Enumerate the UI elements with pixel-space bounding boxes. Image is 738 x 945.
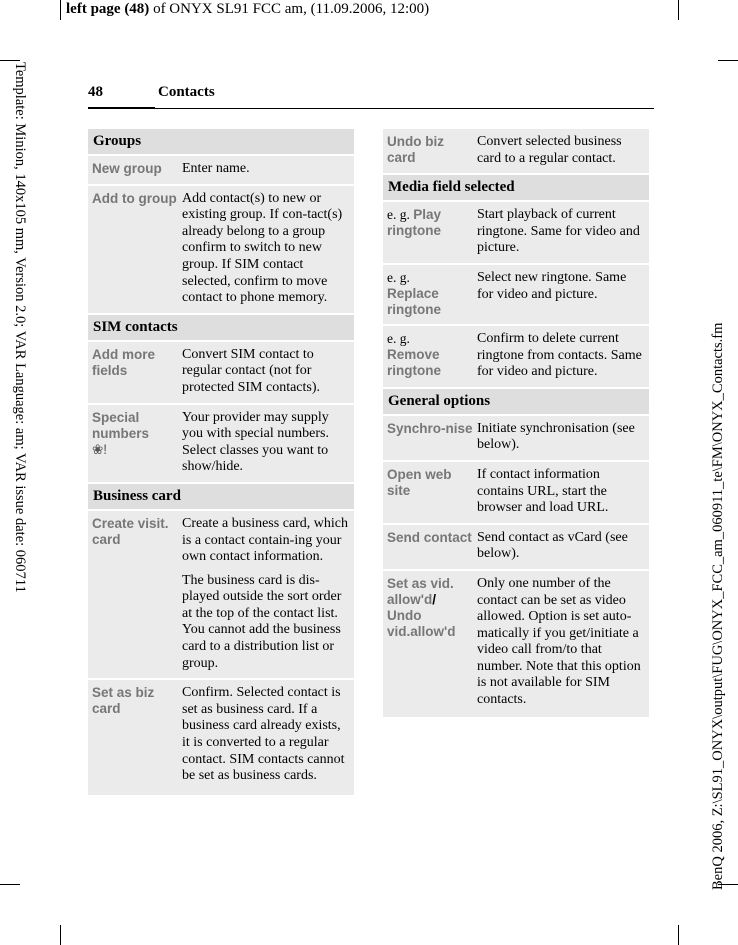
option-new-group: New group bbox=[92, 161, 162, 176]
option-replace-ringtone: e. g. Replace ringtone bbox=[387, 269, 441, 317]
option-synchronise: Synchro-nise bbox=[387, 420, 473, 436]
table-row bbox=[88, 156, 354, 184]
option-special-numbers-label: Special numbers bbox=[92, 409, 150, 441]
table-row bbox=[383, 326, 649, 387]
table-row bbox=[383, 571, 649, 717]
option-description: Convert SIM contact to regular contact (not for protected SIM contacts). bbox=[182, 346, 321, 395]
option-set-as-biz-card: Set as biz card bbox=[92, 685, 155, 717]
option-description: Only one number of the contact can be set as video allowed. Option is set auto-matically if you get/initiate a video call from/to that number. Note that this option is not available for SIM contacts. bbox=[477, 575, 641, 708]
option-undo-biz-card: Undo biz card bbox=[387, 134, 444, 165]
table-row bbox=[88, 680, 354, 795]
left-column bbox=[88, 129, 354, 797]
section-groups: Groups bbox=[88, 129, 354, 154]
page-number: 48 bbox=[88, 84, 103, 100]
header-underline bbox=[88, 107, 155, 109]
option-add-more-fields: Add more fields bbox=[92, 346, 156, 378]
option-open-web-site: Open web site bbox=[387, 466, 452, 498]
table-row bbox=[88, 186, 354, 313]
option-special-numbers bbox=[92, 410, 178, 476]
table-row bbox=[88, 342, 354, 403]
option-send-contact: Send contact bbox=[387, 529, 472, 545]
crop-mark bbox=[60, 0, 61, 20]
crop-mark bbox=[0, 60, 20, 61]
option-description: Send contact as vCard (see below). bbox=[477, 529, 628, 562]
option-description: Select new ringtone. Same for video and picture. bbox=[477, 269, 627, 302]
template-note bbox=[10, 62, 30, 892]
print-meta-page: left page (48) bbox=[66, 1, 150, 17]
option-description: Start playback of current ringtone. Same for video and picture. bbox=[477, 207, 640, 256]
option-description: Confirm to delete current ringtone from contacts. Same for video and picture. bbox=[477, 330, 642, 380]
option-add-to-group: Add to group bbox=[92, 190, 177, 206]
table-row bbox=[383, 525, 649, 569]
option-description: Convert selected business card to a regular contact. bbox=[477, 134, 622, 166]
page-title: Contacts bbox=[158, 84, 215, 100]
crop-mark bbox=[678, 0, 679, 20]
option-remove-ringtone: e. g. Remove ringtone bbox=[387, 330, 441, 378]
option-description: Initiate synchronisation (see below). bbox=[477, 420, 635, 453]
section-general-options: General options bbox=[383, 389, 649, 414]
table-row bbox=[383, 202, 649, 263]
section-business-card: Business card bbox=[88, 484, 354, 509]
file-path-text: BenQ 2006, Z:\SL91_ONYX\output\FUG\ONYX_FCC_am_060911_te\FM\ONYX_Contacts.fm bbox=[710, 322, 726, 890]
right-column bbox=[383, 129, 649, 719]
option-video-allowed: Set as vid. allow'd/ Undo vid.allow'd bbox=[387, 575, 456, 639]
file-path-note bbox=[710, 30, 732, 890]
crop-mark bbox=[60, 925, 61, 945]
section-sim-contacts: SIM contacts bbox=[88, 315, 354, 340]
table-row bbox=[383, 129, 649, 173]
crop-mark bbox=[678, 925, 679, 945]
option-description: Enter name. bbox=[182, 161, 250, 176]
option-create-visit-card: Create visit. card bbox=[92, 515, 169, 547]
section-media-field: Media field selected bbox=[383, 175, 649, 200]
special-numbers-icon: ❀! bbox=[92, 441, 108, 457]
table-row bbox=[383, 265, 649, 324]
page-header bbox=[88, 82, 654, 109]
table-row bbox=[383, 462, 649, 523]
print-meta-rest: of ONYX SL91 FCC am, (11.09.2006, 12:00) bbox=[149, 1, 430, 17]
print-meta bbox=[66, 0, 429, 18]
option-play-ringtone: e. g. Play ringtone bbox=[387, 207, 442, 239]
option-description: Your provider may supply you with special numbers. Select classes you want to show/hide. bbox=[182, 409, 329, 475]
option-description: Confirm. Selected contact is set as business card. If a business card already exists, it is converted to a regular contact. SIM contacts cannot be set as business cards. bbox=[182, 685, 345, 784]
table-row bbox=[88, 511, 354, 678]
table-row bbox=[88, 405, 354, 482]
table-row bbox=[383, 416, 649, 460]
option-description: Create a business card, which is a contact contain-ing your own contact information. The business card is dis-played outside the sort order at the top of the contact list. You cannot add the business card to a distribution list or group. bbox=[182, 515, 348, 671]
option-description: If contact information contains URL, start the browser and load URL. bbox=[477, 466, 609, 516]
option-description: Add contact(s) to new or existing group. If con-tact(s) already belong to a group confirm to switch to new group. If SIM contact selected, confirm to move contact to phone memory. bbox=[182, 190, 343, 306]
template-note-text: Template: Minion, 140x105 mm, Version 2.0; VAR Language: am; VAR issue date: 060711 bbox=[12, 62, 28, 593]
